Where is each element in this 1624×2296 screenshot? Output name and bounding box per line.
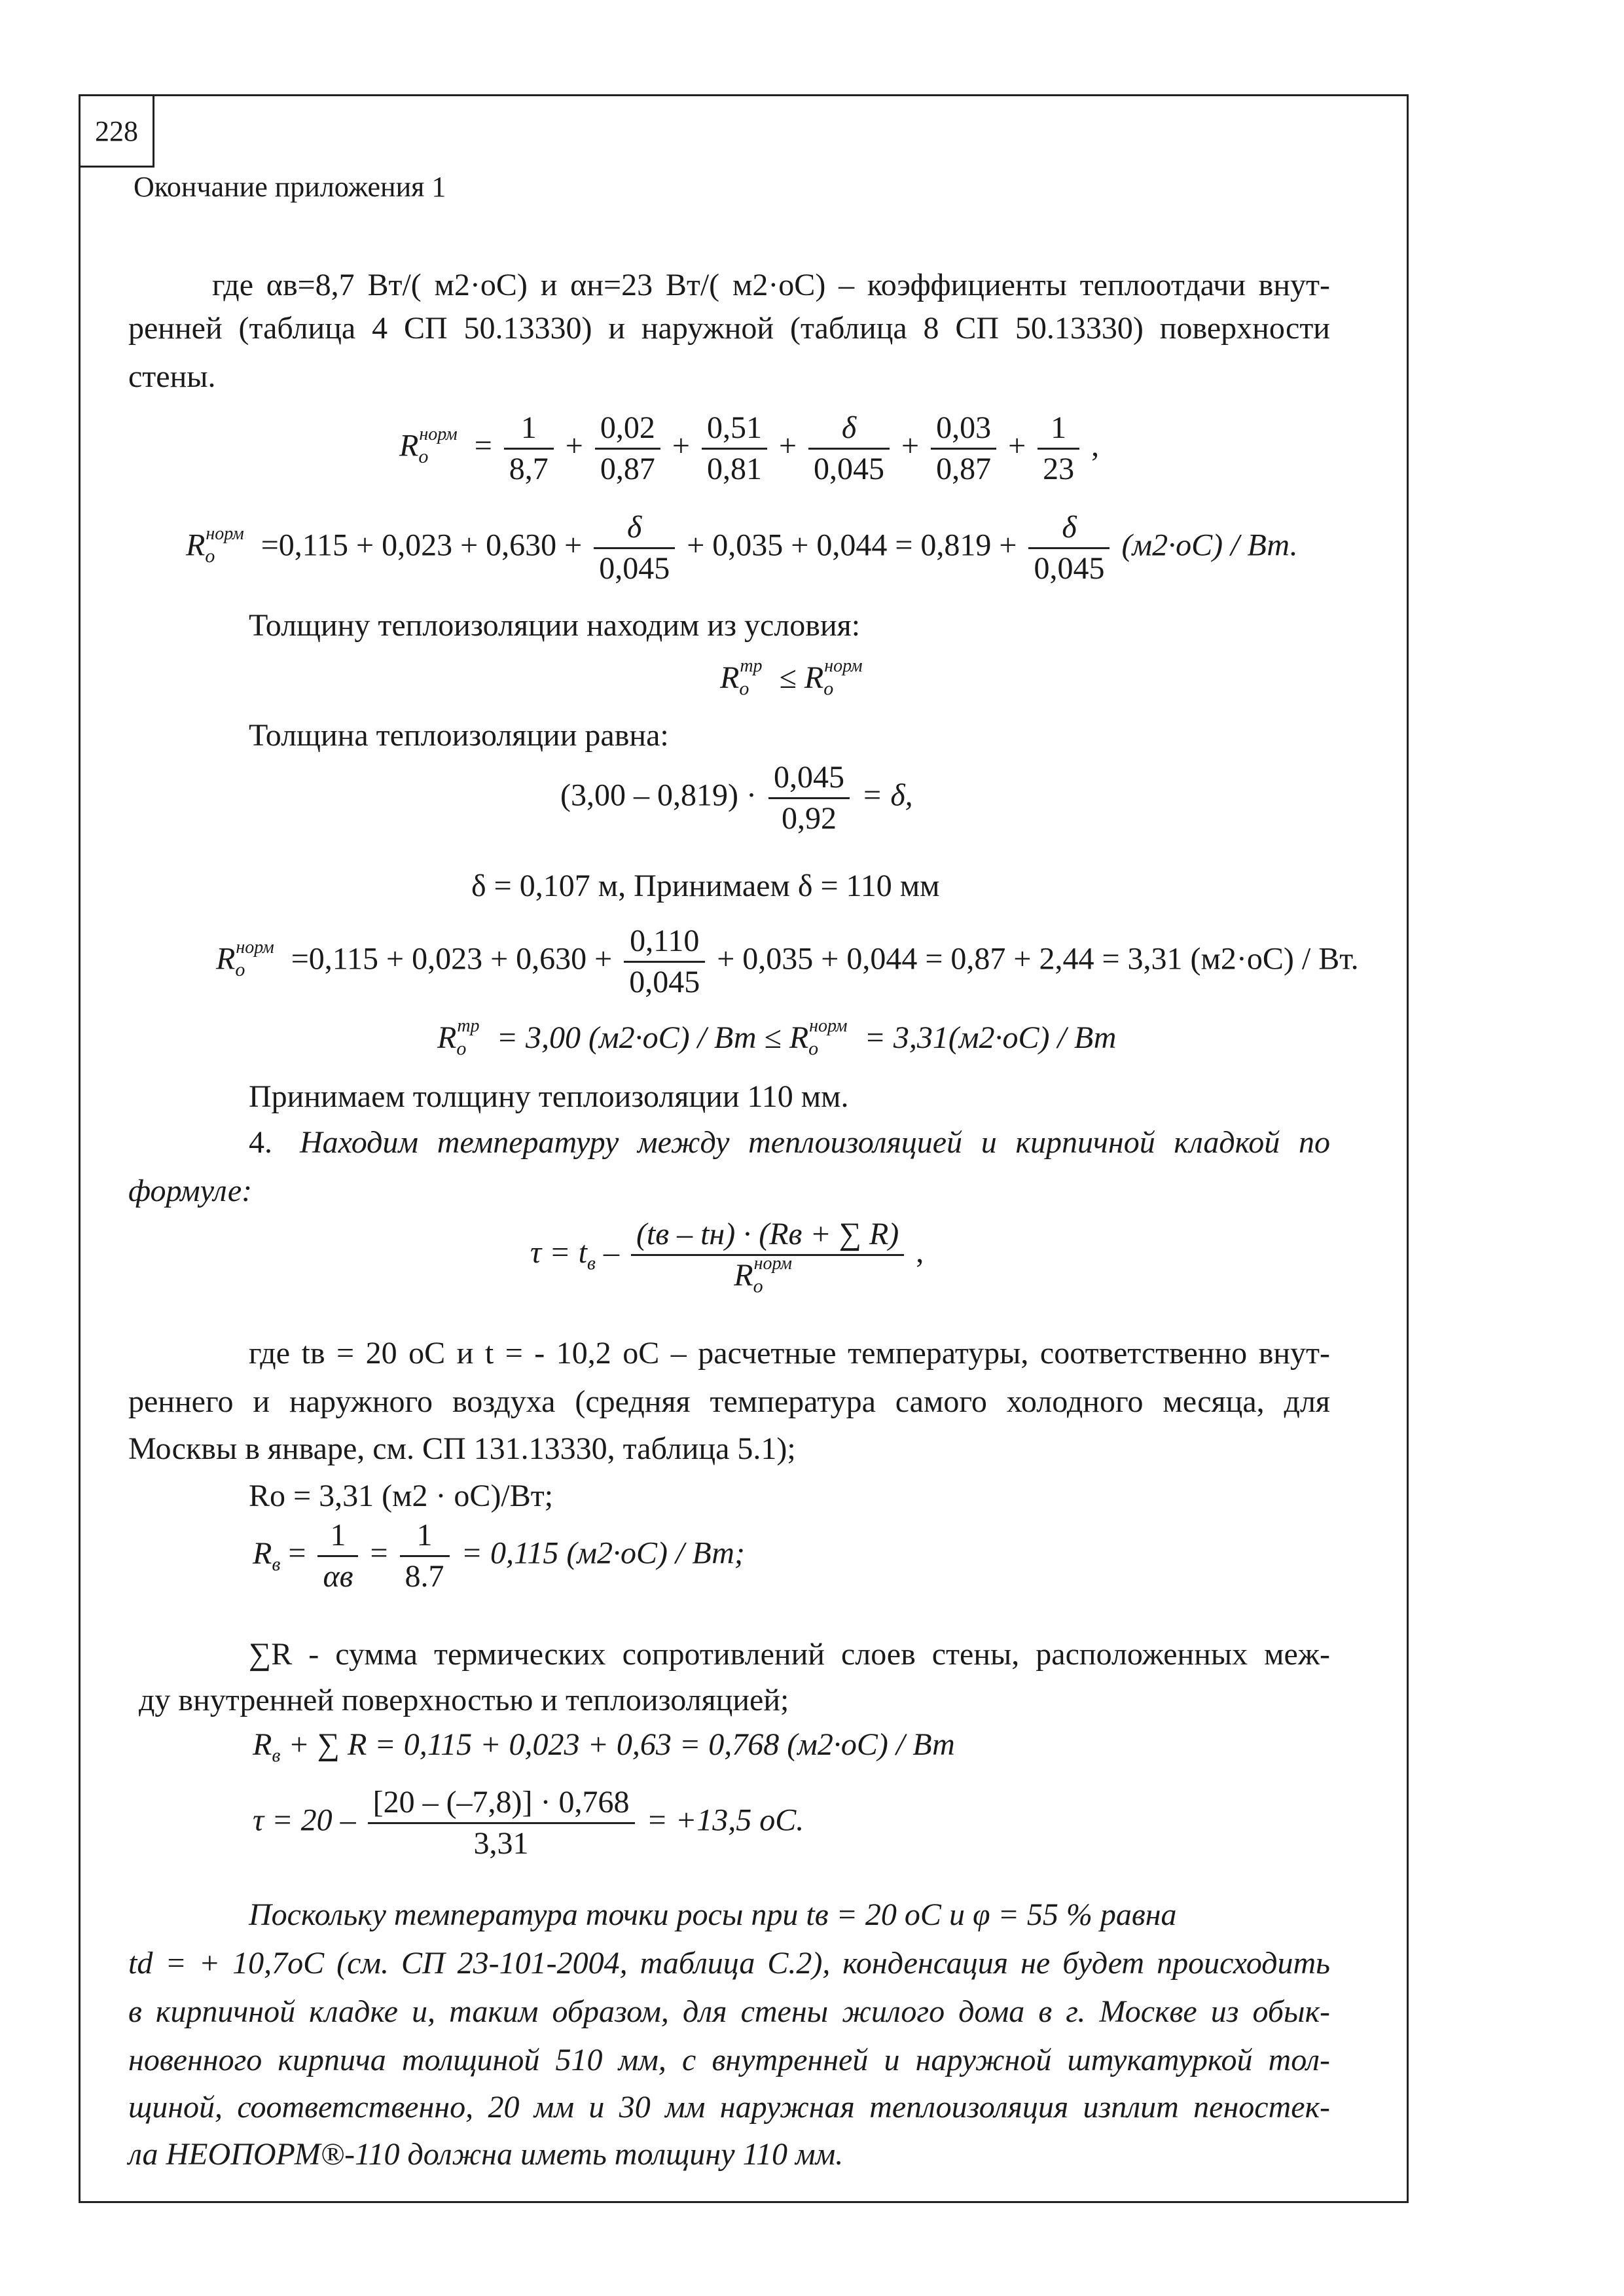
p6-line2: реннего и наружного воздуха (средняя температура самого холодного месяца, для (128, 1384, 1330, 1419)
p1-line3: стены. (128, 359, 216, 394)
equation-thickness: (3,00 – 0,819) · $\frac{0,045}{0,92}$ = δ, (560, 760, 913, 836)
p5-line1: Находим температуру между теплоизоляцией и кирпичной кладкой по (300, 1125, 1330, 1160)
conclusion-line4: новенного кирпича толщиной 510 мм, с внутренней и наружной штукатуркой тол- (128, 2043, 1330, 2077)
conclusion-line1: Поскольку температура точки росы при tв = 20 оС и φ = 55 % равна (249, 1897, 1177, 1932)
condition-rtr-le-rnorm: $R_о^{тр} \le R_о^{норм}$ (720, 656, 863, 700)
p5-line2: формуле: (128, 1174, 253, 1208)
p2-text: Толщину теплоизоляции находим из условия: (249, 608, 861, 643)
p1-line1: где αв=8,7 Вт/( м2·оС) и αн=23 Вт/( м2·оС) – коэффициенты теплоотдачи внут- (212, 268, 1330, 302)
p6-line1: где tв = 20 оС и t = - 10,2 оС – расчетные температуры, соответственно внут- (249, 1336, 1330, 1371)
conclusion-line2: td = + 10,7оС (см. СП 23-101-2004, таблица С.2), конденсация не будет происходить (128, 1946, 1330, 1981)
p4-text: Принимаем толщину теплоизоляции 110 мм. (249, 1079, 849, 1114)
conclusion-line3: в кирпичной кладке и, таким образом, для стены жилого дома в г. Москве из обык- (128, 1994, 1330, 2029)
appendix-header: Окончание приложения 1 (134, 171, 446, 203)
equation-r-norm-sum: $R_о^{норм}$ = $\frac{1}{8,7}$ + $\frac{0,02}{0,87}$ + $\frac{0,51}{0,81}$ + $\frac{\delta}{0,045}$ + $\frac{0,03}{0,87}$ + $\frac{1}{23}$ , (399, 410, 1100, 486)
equation-r-norm-values: $R_о^{норм} =0,115 + 0,023 + 0,630$ + $\frac{\delta}{0,045}$ + 0,035 + 0,044 = 0,819 + $\frac{\delta}{0,045}$ (м2·оС) / Вт. (186, 510, 1298, 586)
equation-tau-formula: $\tau = t_в$ – $\frac{(tв - tн) \cdot (Rв + \sum R)}{R_о^{норм}}$ , (530, 1217, 924, 1297)
page-number: 228 (79, 94, 154, 168)
p5-number: 4. (249, 1125, 272, 1160)
equation-tau-value: τ = 20 – $\frac{[20 - (-7,8)] \cdot 0,768}{3,31}$ = +13,5 оС. (253, 1785, 804, 1861)
conclusion-line5: щиной, соответственно, 20 мм и 30 мм наружная теплоизоляция изплит пеностек- (128, 2090, 1330, 2125)
p3-text: Толщина теплоизоляции равна: (249, 718, 669, 753)
p1-line2: ренней (таблица 4 СП 50.13330) и наружной (таблица 8 СП 50.13330) поверхности (128, 311, 1330, 346)
p7-ro-value: Rо = 3,31 (м2 · оС)/Вт; (249, 1479, 554, 1513)
equation-check: $R_о^{тр} = 3,00$ (м2·оС) / Вт ≤ $R_о^{норм} = 3,31(м2\cdot оС)$ / Вт (437, 1016, 1117, 1060)
equation-r-norm-final: $R_о^{норм} =0,115 + 0,023 + 0,630$ + $\frac{0,110}{0,045}$ + 0,035 + 0,044 = 0,87 + 2,44 = 3,31 (м2·оС) / Вт. (216, 924, 1359, 999)
equation-rv-sum: $R_в$ + ∑ R = 0,115 + 0,023 + 0,63 = 0,768 (м2·оС) / Вт (253, 1727, 955, 1767)
equation-rv: $R_в$ = $\frac{1}{\alpha в}$ = $\frac{1}{8.7}$ = 0,115 (м2·оС) / Вт; (253, 1518, 745, 1594)
conclusion-line6: ла НЕОПОРМ®-110 должна иметь толщину 110 мм. (128, 2137, 844, 2172)
p8-line1: ∑R - сумма термических сопротивлений слоев стены, расположенных меж- (249, 1637, 1330, 1672)
equation-delta-value: δ = 0,107 м, Принимаем δ = 110 мм (471, 869, 940, 903)
p6-line3: Москвы в январе, см. СП 131.13330, таблица 5.1); (128, 1431, 796, 1466)
p8-line2: ду внутренней поверхностью и теплоизоляцией; (139, 1683, 789, 1717)
